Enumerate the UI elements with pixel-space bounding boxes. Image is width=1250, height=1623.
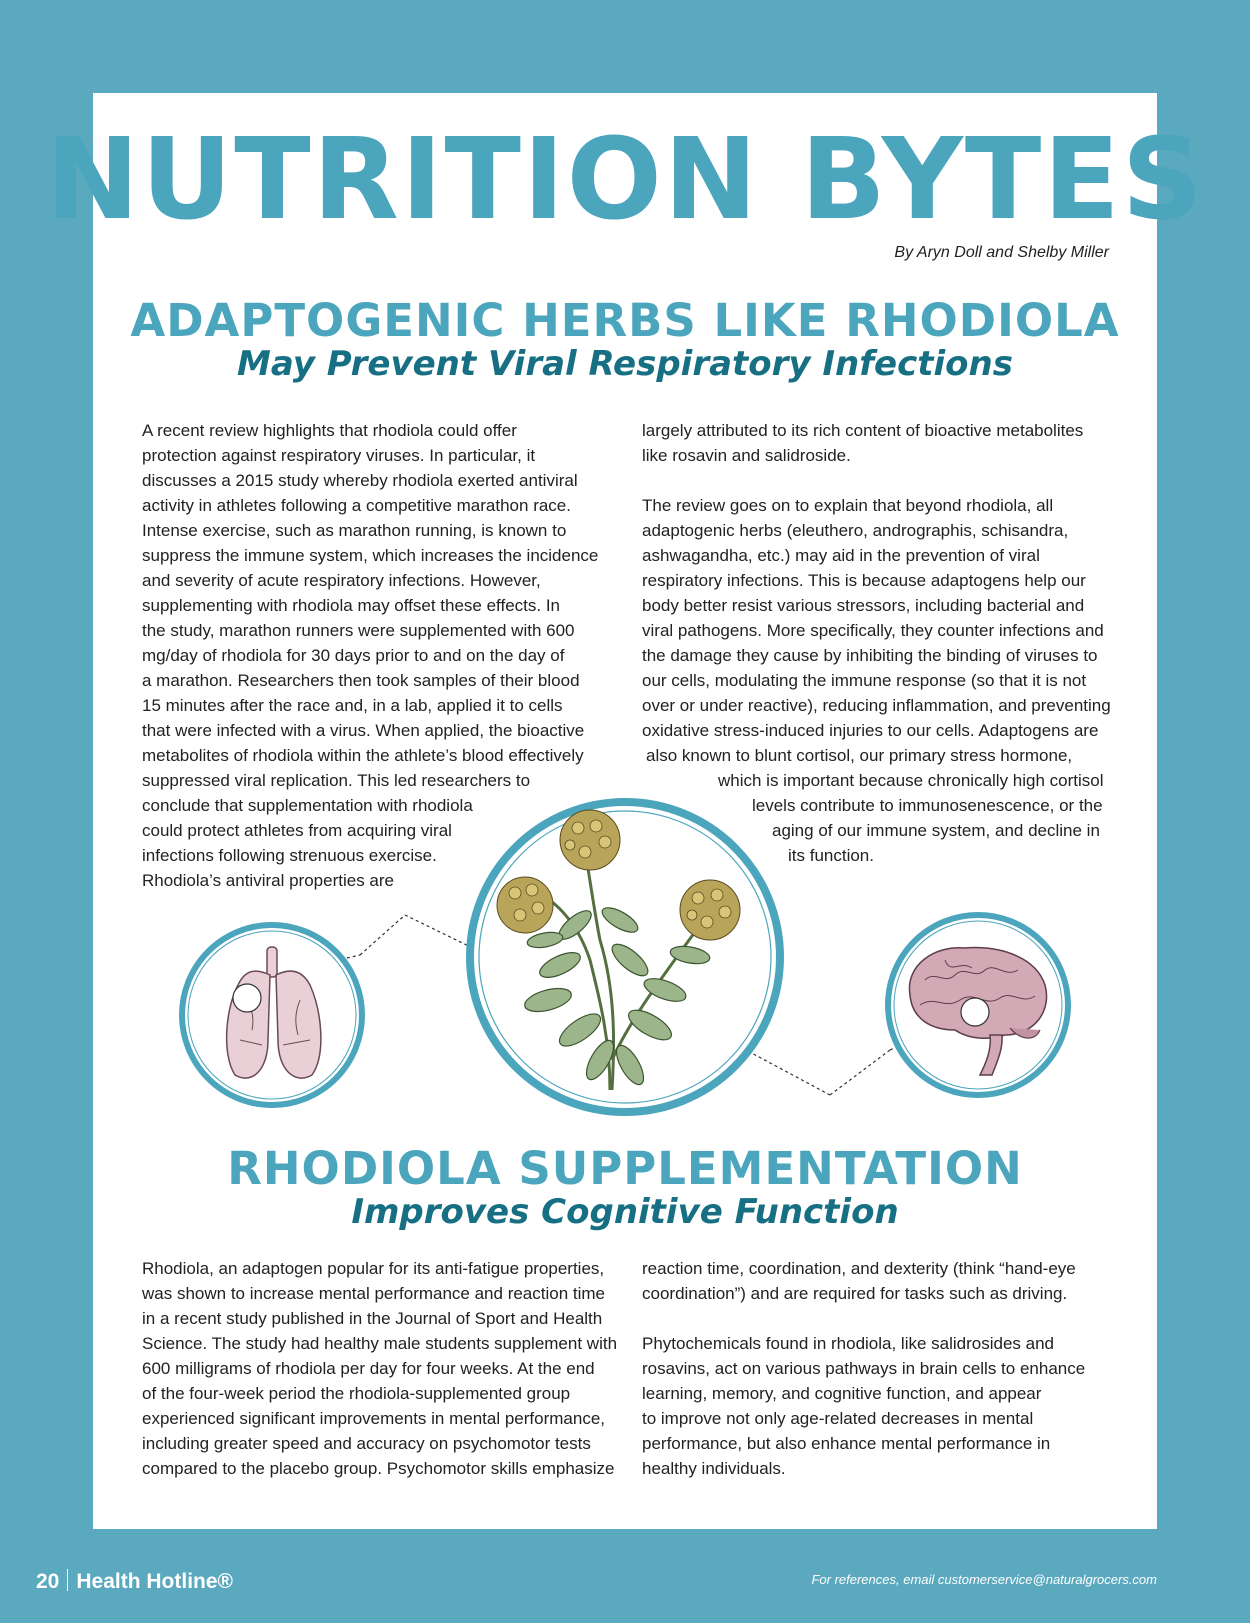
article2-right-paragraph-2 bbox=[642, 1331, 1112, 1481]
text-line: experienced significant improvements in mental performance, bbox=[142, 1409, 606, 1428]
text-line: performance, but also enhance mental performance in bbox=[642, 1434, 1051, 1453]
text-line: A recent review highlights that rhodiola could offer bbox=[142, 421, 517, 440]
brain-icon bbox=[888, 915, 1068, 1095]
text-line: respiratory infections. This is because adaptogens help our bbox=[642, 571, 1086, 590]
text-line: discusses a 2015 study whereby rhodiola exerted antiviral bbox=[142, 471, 578, 490]
byline: By Aryn Doll and Shelby Miller bbox=[894, 244, 1109, 261]
text-line: Intense exercise, such as marathon running, is known to bbox=[142, 521, 567, 540]
text-line: like rosavin and salidroside. bbox=[642, 446, 851, 465]
article2-right-column bbox=[642, 1256, 1112, 1481]
text-line: compared to the placebo group. Psychomotor skills emphasize bbox=[142, 1459, 615, 1478]
references-note: For references, email customerservice@naturalgrocers.com bbox=[811, 1572, 1157, 1587]
text-line: could protect athletes from acquiring viral bbox=[142, 821, 452, 840]
lungs-icon bbox=[182, 925, 362, 1105]
text-line: reaction time, coordination, and dexterity (think “hand-eye bbox=[642, 1259, 1076, 1278]
article1-headline: ADAPTOGENIC HERBS LIKE RHODIOLA bbox=[130, 294, 1120, 347]
text-line: rosavins, act on various pathways in brain cells to enhance bbox=[642, 1359, 1086, 1378]
text-line: learning, memory, and cognitive function, and appear bbox=[642, 1384, 1042, 1403]
text-line: including greater speed and accuracy on psychomotor tests bbox=[142, 1434, 591, 1453]
text-line: and severity of acute respiratory infections. However, bbox=[142, 571, 541, 590]
text-line: 15 minutes after the race and, in a lab, applied it to cells bbox=[142, 696, 563, 715]
text-line: which is important because chronically high cortisol bbox=[718, 771, 1104, 790]
article1-subhead: May Prevent Viral Respiratory Infections bbox=[237, 344, 1013, 384]
text-line: infections following strenuous exercise. bbox=[142, 846, 437, 865]
text-line: suppress the immune system, which increases the incidence bbox=[142, 546, 599, 565]
text-line: a marathon. Researchers then took samples of their blood bbox=[142, 671, 580, 690]
text-line: the damage they cause by inhibiting the binding of viruses to bbox=[642, 646, 1098, 665]
text-line: our cells, modulating the immune response (so that it is not bbox=[642, 671, 1087, 690]
text-line: Phytochemicals found in rhodiola, like salidrosides and bbox=[642, 1334, 1055, 1353]
text-line: protection against respiratory viruses. In particular, it bbox=[142, 446, 536, 465]
text-line: conclude that supplementation with rhodiola bbox=[142, 796, 473, 815]
text-line: aging of our immune system, and decline in bbox=[772, 821, 1100, 840]
text-line: was shown to increase mental performance and reaction time bbox=[142, 1284, 606, 1303]
text-line: coordination”) and are required for tasks such as driving. bbox=[642, 1284, 1068, 1303]
masthead-title: NUTRITION BYTES bbox=[45, 115, 1205, 245]
text-line: The review goes on to explain that beyond rhodiola, all bbox=[642, 496, 1054, 515]
article2-subhead: Improves Cognitive Function bbox=[351, 1192, 899, 1232]
text-line: Rhodiola’s antiviral properties are bbox=[142, 871, 394, 890]
text-line: viral pathogens. More specifically, they counter infections and bbox=[642, 621, 1104, 640]
connector-line-left bbox=[360, 915, 405, 955]
text-line: supplementing with rhodiola may offset these effects. In bbox=[142, 596, 561, 615]
text-line: adaptogenic herbs (eleuthero, andrographis, schisandra, bbox=[642, 521, 1069, 540]
text-line: in a recent study published in the Journal of Sport and Health bbox=[142, 1309, 603, 1328]
text-line: body better resist various stressors, including bacterial and bbox=[642, 596, 1085, 615]
rhodiola-plant-icon bbox=[470, 802, 780, 1112]
text-line: levels contribute to immunosenescence, or the bbox=[752, 796, 1103, 815]
text-line: Science. The study had healthy male students supplement with bbox=[142, 1334, 618, 1353]
text-line: to improve not only age-related decreases in mental bbox=[642, 1409, 1034, 1428]
page-number: 20 bbox=[36, 1570, 60, 1593]
text-line: that were infected with a virus. When applied, the bioactive bbox=[142, 721, 585, 740]
article2-headline: RHODIOLA SUPPLEMENTATION bbox=[227, 1142, 1023, 1195]
article2-left-column bbox=[142, 1256, 622, 1481]
text-line: activity in athletes following a competitive marathon race. bbox=[142, 496, 571, 515]
publication-name: Health Hotline® bbox=[76, 1570, 234, 1593]
text-line: its function. bbox=[788, 846, 874, 865]
text-line: of the four-week period the rhodiola-supplemented group bbox=[142, 1384, 571, 1403]
text-line: Rhodiola, an adaptogen popular for its anti-fatigue properties, bbox=[142, 1259, 605, 1278]
text-line: ashwagandha, etc.) may aid in the prevention of viral bbox=[642, 546, 1040, 565]
text-line: suppressed viral replication. This led researchers to bbox=[142, 771, 531, 790]
article2-right-paragraph-1 bbox=[642, 1256, 1112, 1306]
text-line: the study, marathon runners were supplemented with 600 bbox=[142, 621, 575, 640]
footer-divider bbox=[67, 1569, 68, 1591]
text-line: largely attributed to its rich content of bioactive metabolites bbox=[642, 421, 1084, 440]
text-line: oxidative stress-induced injuries to our cells. Adaptogens are bbox=[642, 721, 1099, 740]
text-line: healthy individuals. bbox=[642, 1459, 786, 1478]
text-line: mg/day of rhodiola for 30 days prior to and on the day of bbox=[142, 646, 565, 665]
text-line: also known to blunt cortisol, our primary stress hormone, bbox=[646, 746, 1073, 765]
text-line: metabolites of rhodiola within the athlete’s blood effectively bbox=[142, 746, 584, 765]
text-line: over or under reactive), reducing inflammation, and preventing bbox=[642, 696, 1111, 715]
text-line: 600 milligrams of rhodiola per day for four weeks. At the end bbox=[142, 1359, 595, 1378]
footer-page-info bbox=[36, 1569, 233, 1594]
